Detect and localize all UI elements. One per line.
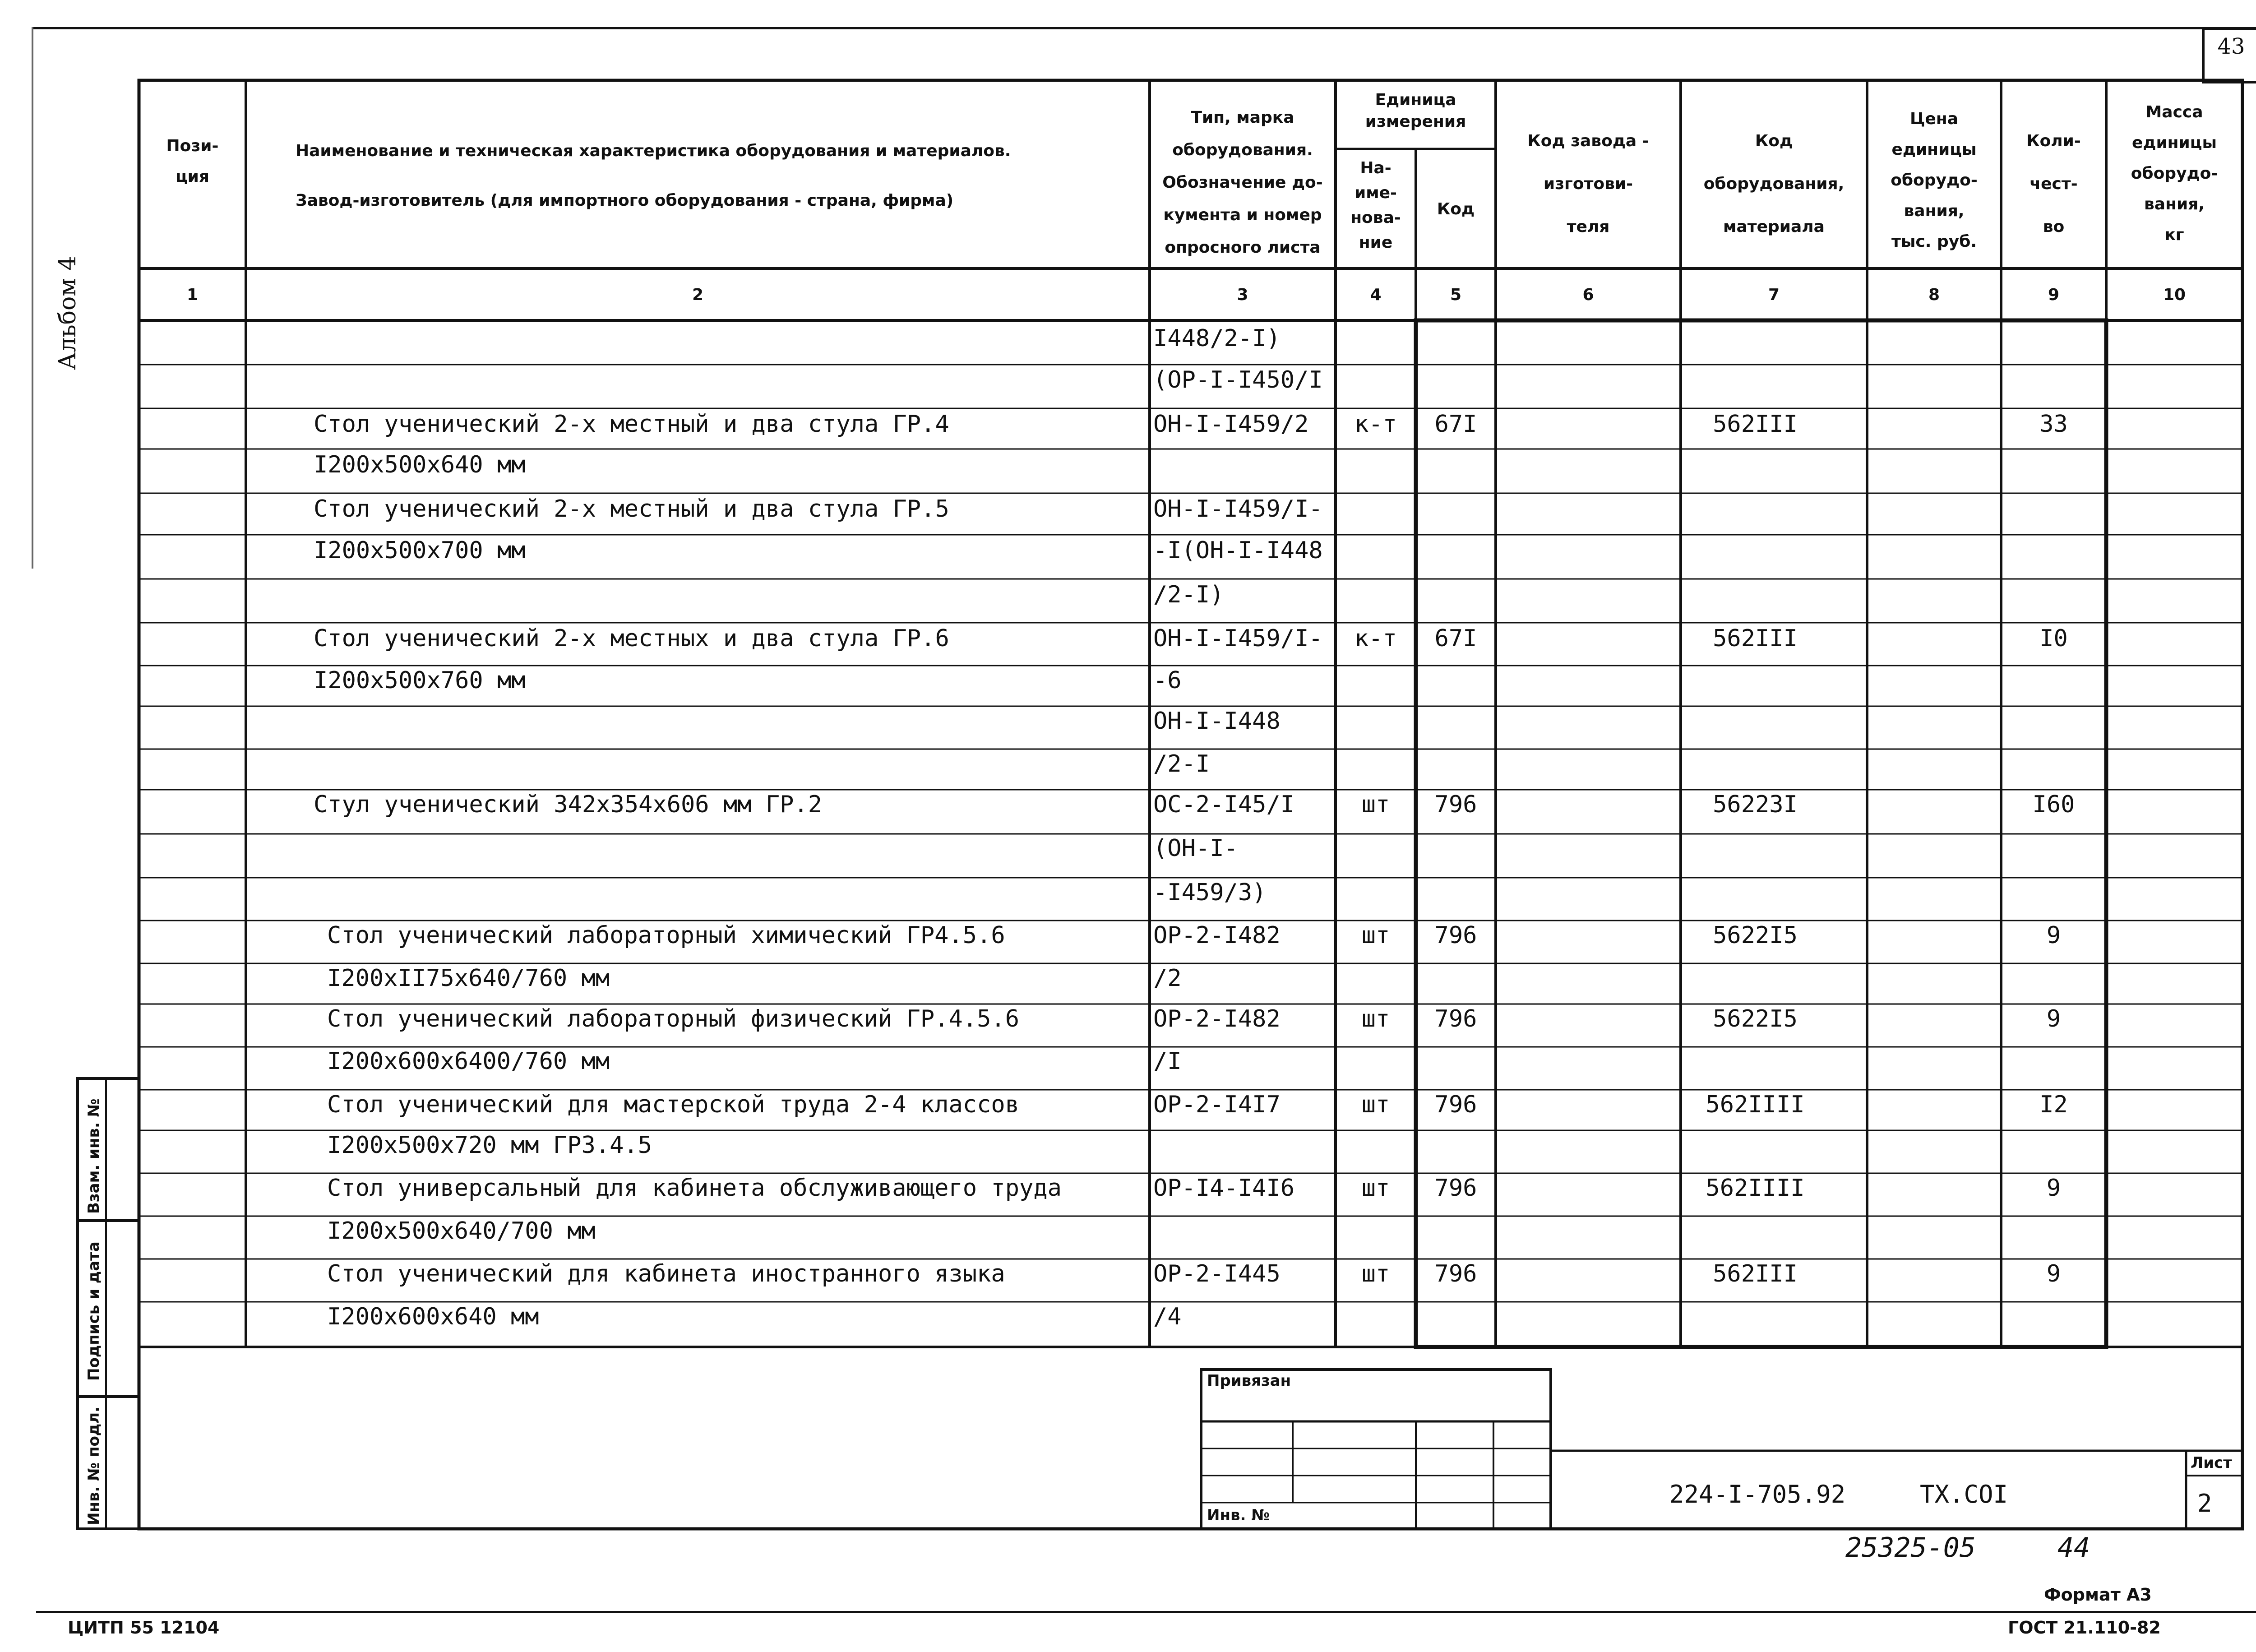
row-name: I200x500x640 мм [314,451,526,478]
row-unit-code: 796 [1434,1260,1477,1287]
row-name: Стол ученический лабораторный химический ГР4.5.6 [327,922,1005,949]
row-doc: OH-I-I459/I- [1153,625,1323,652]
row-doc: OP-I4-I4I6 [1153,1175,1295,1202]
title-privyazan: Привязан [1207,1372,1291,1390]
row-doc: OP-2-I482 [1153,922,1281,949]
colnum-8: 8 [1928,286,1940,304]
header-position: Пози- ция [166,137,219,186]
row-name: I200x500x720 мм ГР3.4.5 [327,1132,652,1159]
footer-ctip: ЦИТП 55 12104 [68,1618,220,1638]
header-price: Цена единицы оборудо- вания, тыс. руб. [1891,110,1978,251]
row-doc: /2 [1153,965,1182,992]
header-plant-code: Код завода - изготови- теля [1527,132,1649,236]
header-name: Наименование и техническая характеристика оборудования и материалов. Завод-изготовитель (для импортного оборудования - страна, фирма) [296,142,1011,210]
row-unit: шт [1361,791,1390,818]
row-quantity: I2 [2039,1091,2068,1118]
row-name: I200x500x700 мм [314,537,526,564]
title-designation: 224-I-705.92 [1669,1480,1846,1509]
row-doc: /I [1153,1048,1182,1075]
header-type-doc: Тип, марка оборудования. Обозначение до- кумента и номер опросного листа [1162,108,1323,257]
title-doc-code: TX.COI [1920,1480,2008,1509]
colnum-5: 5 [1450,286,1462,304]
row-quantity: 9 [2046,1175,2061,1202]
row-unit-code: 796 [1434,1175,1477,1202]
colnum-10: 10 [2163,286,2186,304]
row-unit: к-т [1355,411,1397,438]
row-doc: OH-I-I459/2 [1153,411,1309,438]
row-doc: -I(OH-I-I448 [1153,537,1323,564]
row-material-code: 562IIII [1706,1175,1805,1202]
header-material-code: Код оборудования, материала [1703,132,1845,236]
row-unit-code: 67I [1434,411,1477,438]
row-doc: -6 [1153,667,1182,694]
row-unit: шт [1361,1175,1390,1202]
header-unit-name: На- име- нова- ние [1350,159,1401,252]
row-doc: (OH-I- [1153,835,1238,862]
colnum-6: 6 [1582,286,1594,304]
row-doc: OC-2-I45/I [1153,791,1295,818]
row-name: Стул ученический 342x354x606 мм ГР.2 [314,791,823,818]
row-name: Стол ученический 2-х местный и два стула ГР.4 [314,411,949,438]
row-material-code: 562III [1713,1260,1798,1287]
row-doc: I448/2-I) [1153,325,1281,352]
stamp-replace-inv: Взам. инв. № [85,1098,103,1214]
row-doc: OP-2-I4I7 [1153,1091,1281,1118]
row-unit: шт [1361,1005,1390,1032]
row-material-code: 562III [1713,411,1798,438]
title-inv-no: Инв. № [1207,1506,1270,1524]
footer-format: Формат А3 [2044,1585,2152,1605]
row-material-code: 562III [1713,625,1798,652]
footer-gost: ГОСТ 21.110-82 [2008,1618,2161,1638]
row-name: Стол универсальный для кабинета обслуживающего труда [327,1175,1062,1202]
album-label: Альбом 4 [54,255,81,370]
row-name: Стол ученический 2-х местный и два стула ГР.5 [314,495,949,523]
row-name: Стол ученический для кабинета иностранного языка [327,1260,1005,1287]
colnum-9: 9 [2048,286,2060,304]
row-doc: /2-I [1153,750,1210,777]
row-doc: (OP-I-I450/I [1153,366,1323,393]
header-unit-code: Код [1437,200,1475,218]
row-unit-code: 796 [1434,922,1477,949]
row-name: I200x600x6400/760 мм [327,1048,610,1075]
row-material-code: 5622I5 [1713,1005,1798,1032]
row-quantity: 9 [2046,1260,2061,1287]
row-doc: OH-I-I459/I- [1153,495,1323,523]
row-quantity: 33 [2039,411,2068,438]
title-list-label: Лист [2191,1454,2232,1472]
header-mass: Масса единицы оборудо- вания, кг [2131,103,2218,244]
row-quantity: 9 [2046,1005,2061,1032]
handwritten-page-number: 44 [2057,1532,2090,1564]
row-name: I200x500x640/700 мм [327,1217,596,1245]
row-name: I200x500x760 мм [314,667,526,694]
row-name: Стол ученический для мастерской труда 2-4 классов [327,1091,1020,1118]
row-name: I200x600x640 мм [327,1303,539,1330]
row-material-code: 56223I [1713,791,1798,818]
row-doc: /2-I) [1153,581,1224,608]
header-quantity: Коли- чест- во [2026,132,2081,236]
sheet-number: 43 [2217,34,2245,59]
row-doc: OP-2-I482 [1153,1005,1281,1032]
row-material-code: 562IIII [1706,1091,1805,1118]
title-list-number: 2 [2197,1489,2212,1518]
row-doc: OP-2-I445 [1153,1260,1281,1287]
row-unit-code: 796 [1434,1091,1477,1118]
row-quantity: I60 [2032,791,2075,818]
colnum-1: 1 [186,286,199,304]
header-unit-group: Единица измерения [1365,91,1466,131]
handwritten-archive-number: 25325-05 [1845,1532,1976,1564]
stamp-signature-date: Подпись и дата [85,1241,103,1381]
row-unit-code: 796 [1434,1005,1477,1032]
colnum-4: 4 [1370,286,1382,304]
colnum-7: 7 [1768,286,1780,304]
colnum-3: 3 [1237,286,1248,304]
row-material-code: 5622I5 [1713,922,1798,949]
row-unit: шт [1361,922,1390,949]
row-unit: шт [1361,1091,1390,1118]
row-unit-code: 67I [1434,625,1477,652]
stamp-original-inv: Инв. № подл. [85,1406,103,1525]
row-unit-code: 796 [1434,791,1477,818]
row-name: Стол ученический лабораторный физический ГР.4.5.6 [327,1005,1020,1032]
row-name: I200xII75x640/760 мм [327,965,610,992]
row-quantity: I0 [2039,625,2068,652]
row-unit: к-т [1355,625,1397,652]
row-name: Стол ученический 2-х местных и два стула ГР.6 [314,625,949,652]
colnum-2: 2 [692,286,704,304]
row-quantity: 9 [2046,922,2061,949]
row-doc: OH-I-I448 [1153,708,1281,735]
row-doc: -I459/3) [1153,879,1267,906]
row-unit: шт [1361,1260,1390,1287]
row-doc: /4 [1153,1303,1182,1330]
